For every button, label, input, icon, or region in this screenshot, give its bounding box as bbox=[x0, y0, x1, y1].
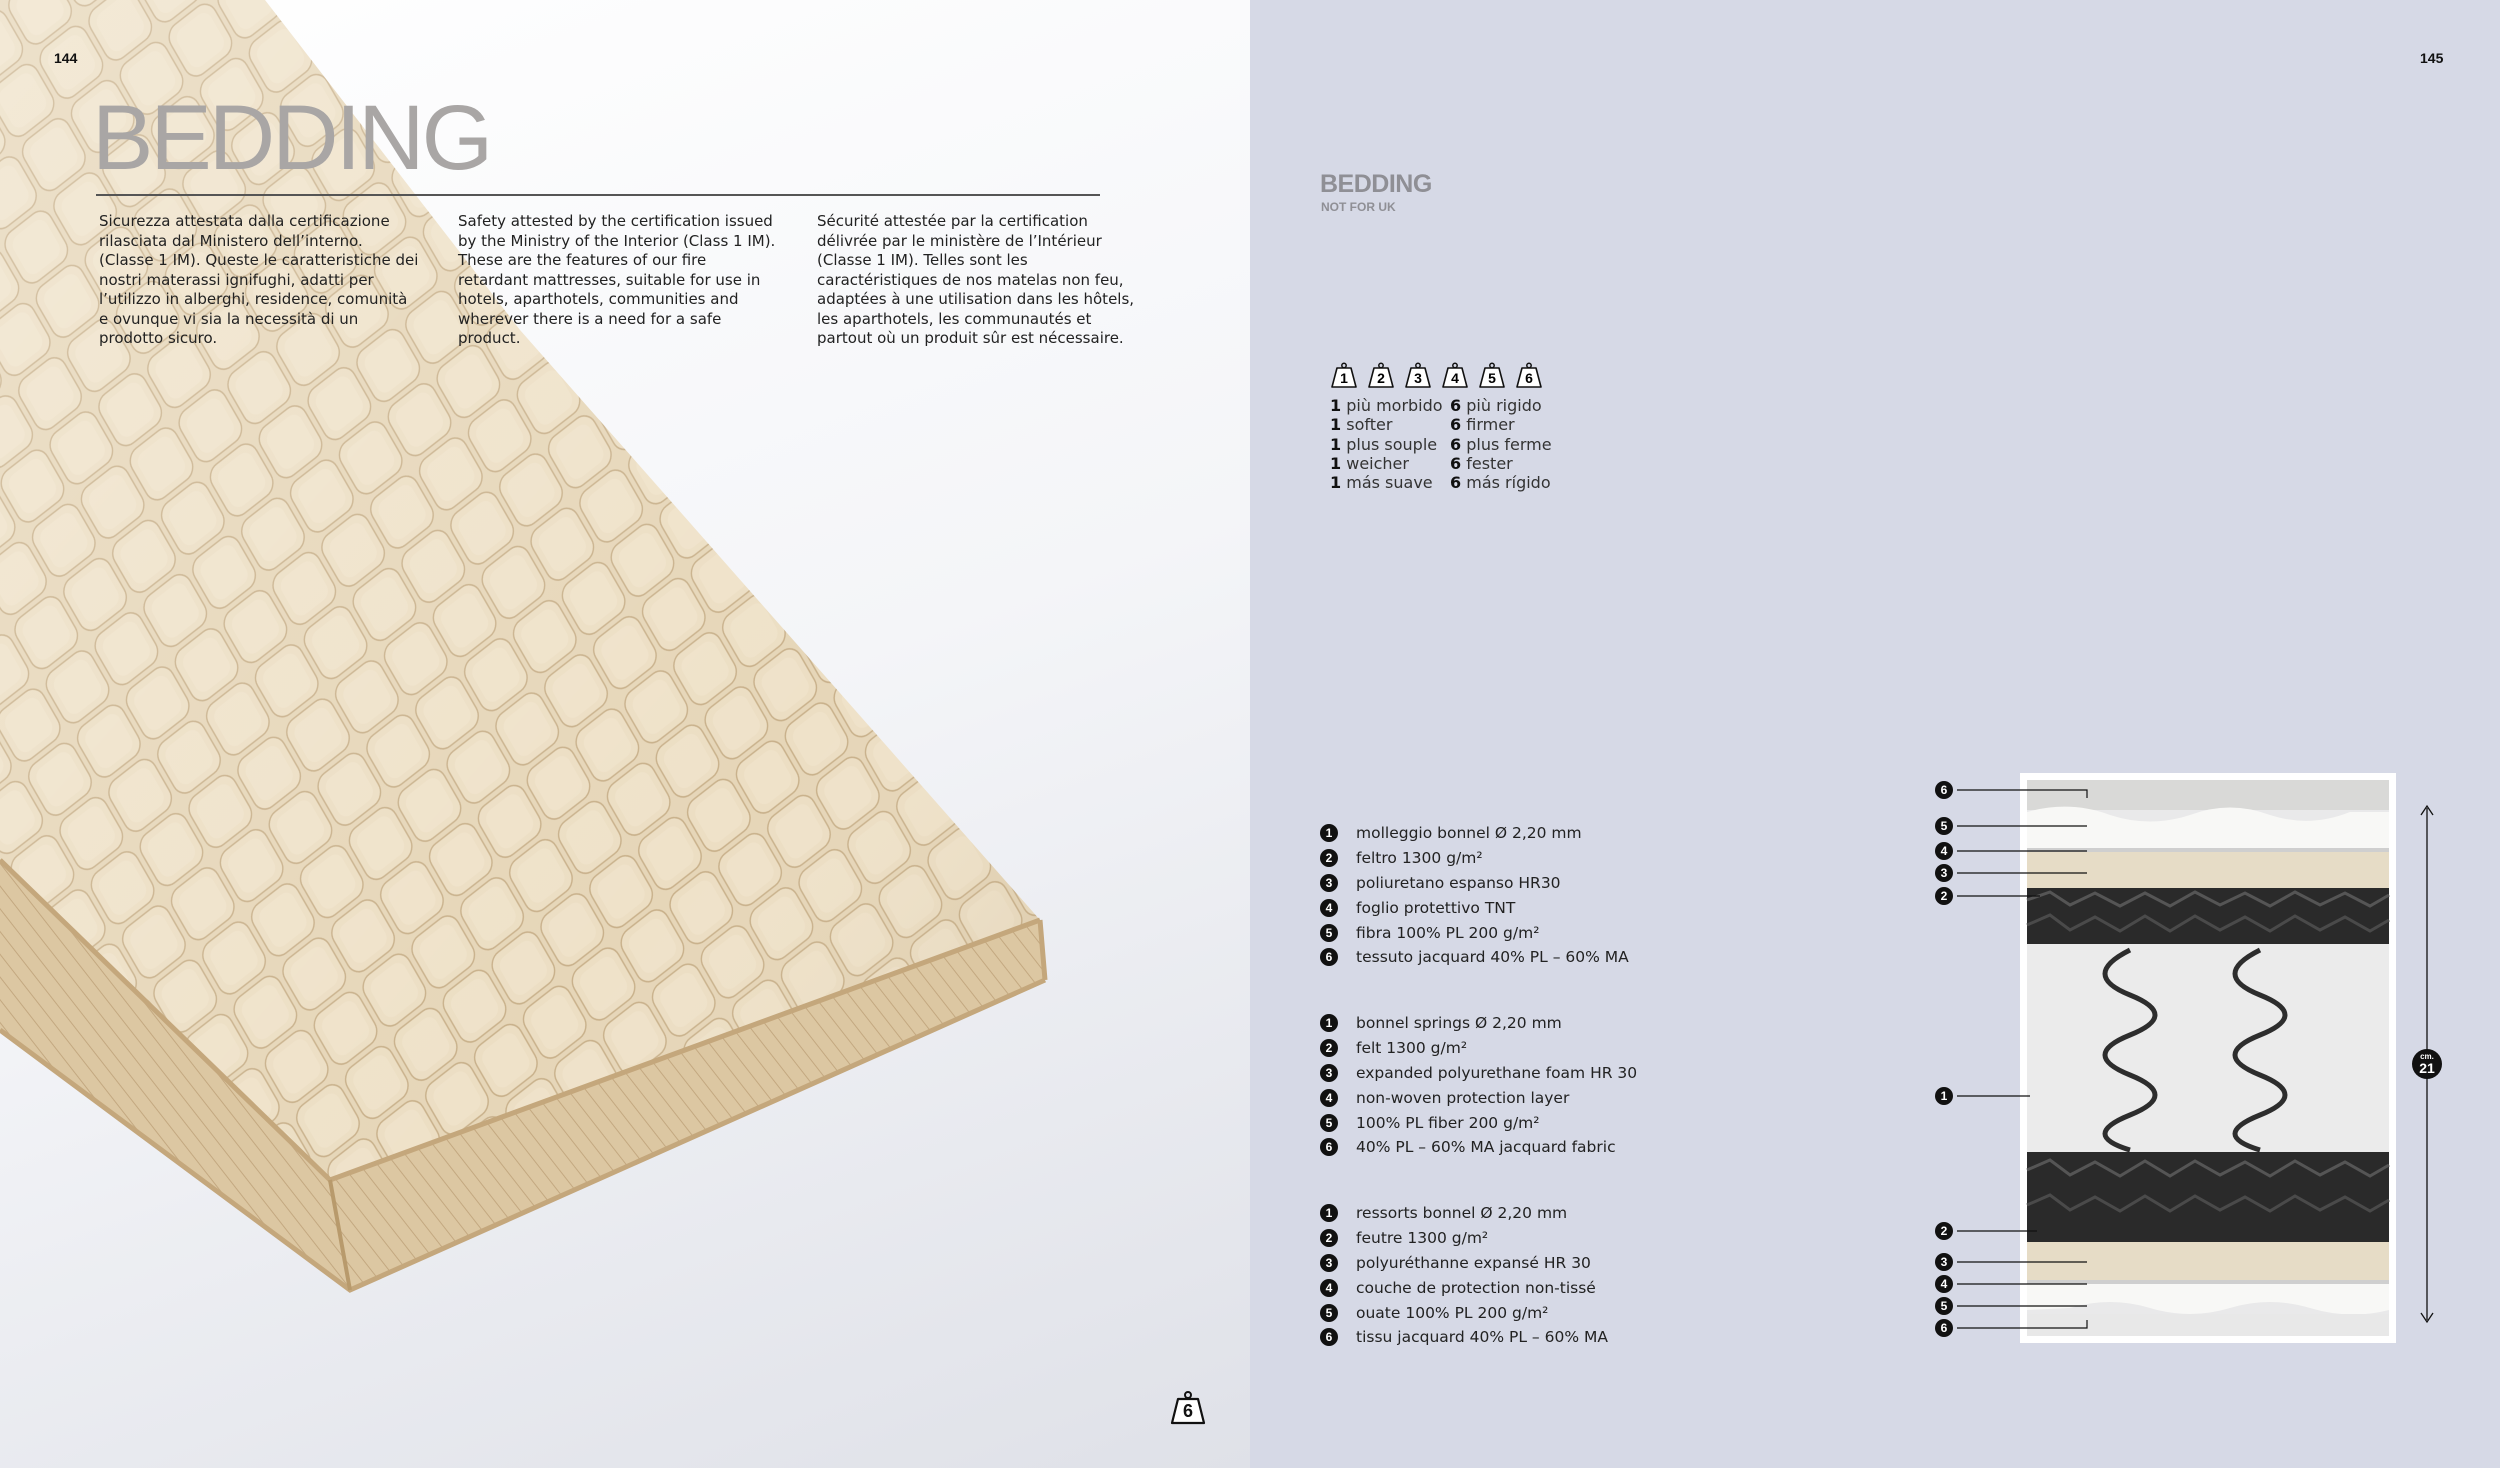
diagram-label: 4 bbox=[1935, 1275, 1953, 1293]
component-text: poliuretano espanso HR30 bbox=[1356, 873, 1561, 892]
component-text: 100% PL fiber 200 g/m² bbox=[1356, 1113, 1540, 1132]
page-title: BEDDING bbox=[92, 87, 491, 189]
scale-value: 1 bbox=[1340, 370, 1348, 386]
diagram-label: 3 bbox=[1935, 864, 1953, 882]
diagram-label: 3 bbox=[1935, 1253, 1953, 1271]
legend-soft: más suave bbox=[1346, 473, 1433, 493]
legend-num: 6 bbox=[1450, 415, 1462, 435]
scale-value: 3 bbox=[1414, 370, 1422, 386]
legend-soft: weicher bbox=[1346, 453, 1409, 473]
diagram-label: 5 bbox=[1935, 1297, 1953, 1315]
legend-firm: firmer bbox=[1466, 415, 1515, 435]
diagram-label: 5 bbox=[1935, 817, 1953, 835]
title-divider bbox=[96, 194, 1100, 196]
component-text: 40% PL – 60% MA jacquard fabric bbox=[1356, 1138, 1616, 1157]
component-number: 5 bbox=[1320, 1304, 1338, 1322]
page-number: 144 bbox=[54, 50, 78, 66]
legend-num: 6 bbox=[1450, 434, 1462, 454]
legend-firm: più rigido bbox=[1466, 396, 1542, 415]
height-badge bbox=[2412, 1049, 2442, 1079]
component-text: bonnel springs Ø 2,20 mm bbox=[1356, 1014, 1562, 1033]
legend-firm: fester bbox=[1466, 453, 1513, 473]
description-french: Sécurité attestée par la certification délivrée par le ministère de l’Intérieur (Classe 1 IM). Telles sont les caractéristiques de nos matelas non feu, adaptées à une utilisation dans les hôtels, les aparthotels, les communautés et partout où un produit sûr est nécessaire. bbox=[817, 212, 1135, 347]
height-unit: cm. bbox=[2420, 1052, 2434, 1061]
legend-num: 6 bbox=[1450, 453, 1462, 473]
right-page bbox=[1250, 0, 2500, 1468]
legend-firm: más rígido bbox=[1466, 473, 1551, 493]
scale-value: 2 bbox=[1377, 370, 1385, 386]
component-text: ouate 100% PL 200 g/m² bbox=[1356, 1303, 1549, 1322]
legend-num: 1 bbox=[1330, 396, 1342, 415]
description-english: Safety attested by the certification issued by the Ministry of the Interior (Class 1 IM). These are the features of our fire retardant mattresses, suitable for use in hotels, aparthotels, communities and wherever there is a need for a safe product. bbox=[458, 212, 776, 347]
scale-value: 5 bbox=[1488, 370, 1496, 386]
diagram-label: 4 bbox=[1935, 842, 1953, 860]
component-number: 6 bbox=[1320, 1328, 1338, 1346]
component-text: non-woven protection layer bbox=[1356, 1088, 1570, 1107]
diagram-label: 6 bbox=[1935, 781, 1953, 799]
component-text: feutre 1300 g/m² bbox=[1356, 1229, 1489, 1248]
mattress-cross-section bbox=[1250, 0, 2500, 1468]
legend-num: 1 bbox=[1330, 434, 1342, 454]
firmness-badge-value: 6 bbox=[1182, 1401, 1193, 1421]
diagram-label: 2 bbox=[1935, 1222, 1953, 1240]
component-text: fibra 100% PL 200 g/m² bbox=[1356, 923, 1540, 942]
description-italian: Sicurezza attestata dalla certificazione rilasciata dal Ministero dell’interno. (Classe 1 IM). Queste le caratteristiche dei nostri materassi ignifughi, adatti per l’utilizzo in alberghi, residence, comunità e ovunque vi sia la necessità di un prodotto sicuro. bbox=[99, 212, 419, 347]
component-number: 4 bbox=[1320, 1279, 1338, 1297]
component-number: 5 bbox=[1320, 1114, 1338, 1132]
section-title: BEDDING bbox=[1320, 170, 1432, 198]
section-subtitle: NOT FOR UK bbox=[1321, 200, 1396, 214]
diagram-label: 6 bbox=[1935, 1319, 1953, 1337]
legend-soft: più morbido bbox=[1346, 396, 1443, 415]
diagram-label: 1 bbox=[1935, 1087, 1953, 1105]
component-text: polyuréthanne expansé HR 30 bbox=[1356, 1253, 1591, 1272]
component-text: felt 1300 g/m² bbox=[1356, 1039, 1468, 1058]
component-number: 1 bbox=[1320, 1014, 1338, 1032]
page-number: 145 bbox=[2420, 50, 2444, 66]
component-text: tessuto jacquard 40% PL – 60% MA bbox=[1356, 948, 1629, 967]
component-text: tissu jacquard 40% PL – 60% MA bbox=[1356, 1328, 1608, 1347]
component-number: 4 bbox=[1320, 899, 1338, 917]
component-number: 3 bbox=[1320, 1254, 1338, 1272]
component-number: 2 bbox=[1320, 1039, 1338, 1057]
component-text: ressorts bonnel Ø 2,20 mm bbox=[1356, 1204, 1568, 1223]
component-text: foglio protettivo TNT bbox=[1356, 898, 1516, 917]
component-number: 3 bbox=[1320, 874, 1338, 892]
legend-soft: plus souple bbox=[1346, 434, 1438, 454]
component-number: 5 bbox=[1320, 924, 1338, 942]
scale-value: 4 bbox=[1451, 370, 1459, 386]
diagram-label: 2 bbox=[1935, 887, 1953, 905]
legend-num: 6 bbox=[1450, 473, 1462, 493]
component-number: 3 bbox=[1320, 1064, 1338, 1082]
component-number: 1 bbox=[1320, 1204, 1338, 1222]
component-number: 4 bbox=[1320, 1089, 1338, 1107]
legend-num: 1 bbox=[1330, 415, 1342, 435]
height-value: 21 bbox=[2419, 1060, 2435, 1076]
legend-num: 1 bbox=[1330, 473, 1342, 493]
component-number: 2 bbox=[1320, 849, 1338, 867]
component-text: expanded polyurethane foam HR 30 bbox=[1356, 1063, 1638, 1082]
component-text: molleggio bonnel Ø 2,20 mm bbox=[1356, 824, 1582, 843]
scale-value: 6 bbox=[1525, 370, 1533, 386]
legend-firm: plus ferme bbox=[1466, 434, 1552, 454]
component-number: 6 bbox=[1320, 1138, 1338, 1156]
firmness-badge bbox=[1170, 1390, 1206, 1426]
component-number: 6 bbox=[1320, 948, 1338, 966]
legend-soft: softer bbox=[1346, 415, 1393, 435]
legend-num: 1 bbox=[1330, 453, 1342, 473]
legend-num: 6 bbox=[1450, 396, 1462, 415]
component-number: 1 bbox=[1320, 824, 1338, 842]
component-text: feltro 1300 g/m² bbox=[1356, 849, 1483, 868]
component-number: 2 bbox=[1320, 1229, 1338, 1247]
component-text: couche de protection non-tissé bbox=[1356, 1278, 1596, 1297]
